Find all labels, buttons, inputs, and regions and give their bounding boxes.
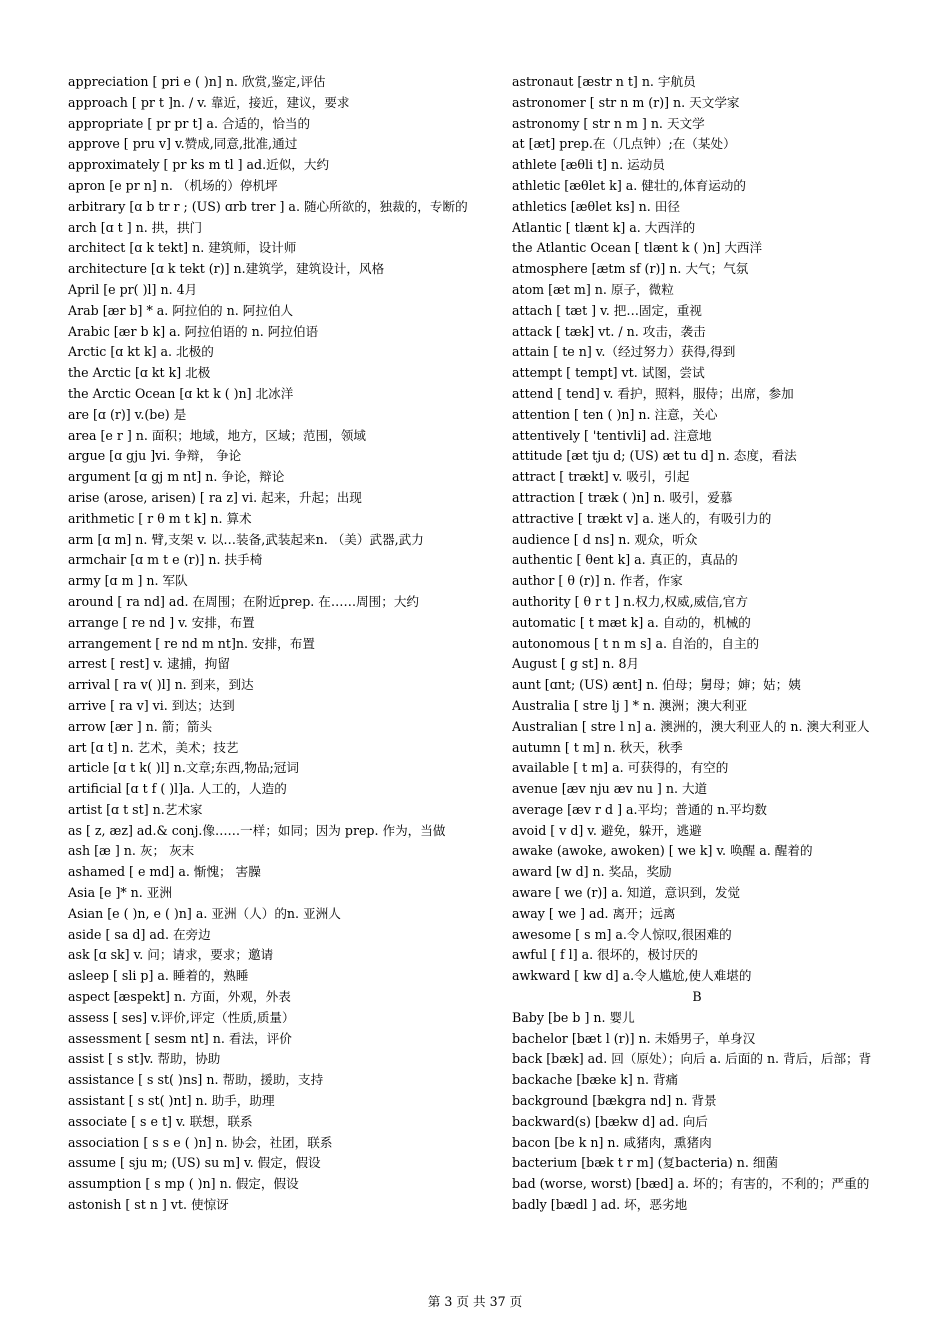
vocab-entry: arrange [ re nd ] v. 安排，布置 — [68, 614, 255, 630]
vocab-entry: as [ z, æz] ad.& conj.像……一样；如同；因为 prep. 作为，当做 — [68, 822, 446, 838]
vocab-entry: Arabic [ær b k] a. 阿拉伯语的 n. 阿拉伯语 — [68, 323, 319, 339]
vocab-entry: background [bækgra nd] n. 背景 — [512, 1093, 717, 1109]
vocab-entry: automatic [ t mæt k] a. 自动的，机械的 — [512, 614, 751, 630]
vocab-entry: arithmetic [ r θ m t k] n. 算术 — [68, 510, 252, 526]
right-column — [512, 72, 882, 1216]
vocab-entry: audience [ d ns] n. 观众，听众 — [512, 531, 698, 547]
vocab-entry: athlete [æθli t] n. 运动员 — [512, 157, 665, 173]
vocab-entry: Arctic [ɑ kt k] a. 北极的 — [68, 344, 214, 360]
vocab-entry: bacon [be k n] n. 咸猪肉，熏猪肉 — [512, 1134, 712, 1150]
section-letter-heading: B — [692, 989, 702, 1005]
vocab-entry: at [æt] prep.在（几点钟）;在（某处） — [512, 136, 736, 152]
vocab-entry: attention [ ten ( )n] n. 注意，关心 — [512, 406, 718, 422]
vocab-entry: authority [ θ r t ] n.权力,权威,威信,官方 — [512, 593, 748, 609]
vocab-entry: assistant [ s st( )nt] n. 助手，助理 — [68, 1093, 275, 1109]
vocab-entry: Australian [ stre l n] a. 澳洲的，澳大利亚人的 n. 澳大利亚人 — [512, 718, 870, 734]
vocab-entry: army [ɑ m ] n. 军队 — [68, 573, 188, 589]
vocab-entry: Atlantic [ tlænt k] a. 大西洋的 — [512, 219, 696, 235]
vocab-entry: the Arctic Ocean [ɑ kt k ( )n] 北冰洋 — [68, 385, 294, 401]
vocab-entry: arrangement [ re nd m nt]n. 安排，布置 — [68, 635, 315, 651]
vocab-entry: bad (worse, worst) [bæd] a. 坏的；有害的，不利的；严重的 — [512, 1176, 870, 1192]
vocab-entry: appreciation [ pri e ( )n] n. 欣赏,鉴定,评估 — [68, 74, 326, 89]
vocab-entry: approach [ pr t ]n. / v. 靠近，接近，建议，要求 — [68, 94, 350, 110]
vocab-entry: author [ θ (r)] n. 作者，作家 — [512, 573, 683, 589]
vocab-entry: autonomous [ t n m s] a. 自治的，自主的 — [512, 635, 760, 651]
vocab-entry: asleep [ sli p] a. 睡着的，熟睡 — [68, 968, 249, 984]
vocab-entry: attain [ te n] v.（经过努力）获得,得到 — [512, 344, 736, 360]
vocab-entry: ash [æ ] n. 灰； 灰末 — [68, 843, 195, 859]
vocab-entry: apron [e pr n] n. （机场的）停机坪 — [68, 177, 278, 193]
vocab-entry: attach [ tæt ] v. 把…固定，重视 — [512, 302, 702, 318]
vocab-entry: attempt [ tempt] vt. 试图，尝试 — [512, 365, 705, 381]
vocab-entry: assessment [ sesm nt] n. 看法，评价 — [68, 1030, 292, 1046]
vocab-entry: association [ s s e ( )n] n. 协会，社团，联系 — [68, 1134, 333, 1150]
vocab-entry: bacterium [bæk t r m] (复bacteria) n. 细菌 — [512, 1155, 779, 1171]
vocab-entry: attack [ tæk] vt. / n. 攻击，袭击 — [512, 323, 706, 339]
vocab-entry: aspect [æspekt] n. 方面，外观，外表 — [68, 989, 291, 1005]
vocab-entry: aside [ sa d] ad. 在旁边 — [68, 926, 211, 942]
vocab-entry: associate [ s e t] v. 联想，联系 — [68, 1113, 253, 1129]
vocab-entry: authentic [ θent k] a. 真正的，真品的 — [512, 552, 738, 568]
vocab-entry: assess [ ses] v.评价,评定（性质,质量） — [68, 1009, 295, 1025]
vocab-entry: awesome [ s m] a.令人惊叹,很困难的 — [512, 926, 732, 942]
vocab-entry: athletics [æθlet ks] n. 田径 — [512, 198, 680, 214]
vocab-entry: Baby [be b ] n. 婴儿 — [512, 1009, 635, 1025]
vocab-entry: approximately [ pr ks m tl ] ad.近似，大约 — [68, 157, 330, 173]
vocab-entry: architecture [ɑ k tekt (r)] n.建筑学，建筑设计，风格 — [68, 261, 385, 277]
vocab-entry: assumption [ s mp ( )n] n. 假定，假设 — [68, 1176, 299, 1192]
vocab-entry: article [ɑ t k( )l] n.文章;东西,物品;冠词 — [68, 760, 299, 776]
vocab-entry: arrow [ær ] n. 箭；箭头 — [68, 718, 213, 734]
vocab-entry: the Arctic [ɑ kt k] 北极 — [68, 365, 211, 381]
vocab-entry: astronaut [æstr n t] n. 宇航员 — [512, 74, 696, 89]
vocab-entry: arbitrary [ɑ b tr r ; (US) ɑrb trer ] a. 随心所欲的，独裁的，专断的 — [68, 198, 468, 214]
vocab-entry: around [ ra nd] ad. 在周围；在附近prep. 在……周围；大约 — [68, 593, 420, 609]
vocab-entry: the Atlantic Ocean [ tlænt k ( )n] 大西洋 — [512, 240, 763, 256]
vocab-entry: architect [ɑ k tekt] n. 建筑师，设计师 — [68, 240, 297, 256]
vocab-entry: April [e pr( )l] n. 4月 — [68, 281, 198, 297]
vocab-entry: Asia [e ]* n. 亚洲 — [68, 885, 172, 901]
vocab-entry: awake (awoke, awoken) [ we k] v. 唤醒 a. 醒着的 — [512, 843, 813, 859]
vocab-entry: astronomer [ str n m (r)] n. 天文学家 — [512, 94, 740, 110]
vocab-entry: back [bæk] ad. 回（原处）；向后 a. 后面的 n. 背后，后部；背 — [512, 1051, 872, 1067]
vocab-entry: bachelor [bæt l (r)] n. 未婚男子，单身汉 — [512, 1030, 756, 1046]
vocab-entry: autumn [ t m] n. 秋天，秋季 — [512, 739, 683, 755]
vocab-entry: backward(s) [bækw d] ad. 向后 — [512, 1113, 708, 1129]
vocab-entry: armchair [ɑ m t e (r)] n. 扶手椅 — [68, 552, 263, 568]
vocab-entry: argument [ɑ gj m nt] n. 争论，辩论 — [68, 469, 285, 485]
vocab-entry: backache [bæke k] n. 背痛 — [512, 1072, 679, 1088]
vocab-entry: attract [ trækt] v. 吸引，引起 — [512, 469, 690, 485]
vocab-entry: Asian [e ( )n, e ( )n] a. 亚洲（人）的n. 亚洲人 — [68, 905, 341, 921]
vocab-entry: astonish [ st n ] vt. 使惊讶 — [68, 1197, 229, 1213]
vocab-entry: assist [ s st]v. 帮助，协助 — [68, 1051, 221, 1067]
vocab-entry: attentively [ 'tentivli] ad. 注意地 — [512, 427, 712, 443]
vocab-entry: atmosphere [ætm sf (r)] n. 大气；气氛 — [512, 261, 749, 277]
left-column — [68, 72, 488, 1216]
page-footer: 第 3 页 共 37 页 — [427, 1294, 523, 1309]
vocab-entry: attractive [ trækt v] a. 迷人的，有吸引力的 — [512, 510, 772, 526]
vocab-entry: argue [ɑ gju ]vi. 争辩， 争论 — [68, 448, 242, 464]
vocab-entry: assistance [ s st( )ns] n. 帮助，援助，支持 — [68, 1072, 324, 1088]
vocab-entry: award [w d] n. 奖品，奖励 — [512, 864, 672, 880]
vocab-entry: arrive [ ra v] vi. 到达；达到 — [68, 697, 235, 713]
vocab-entry: ask [ɑ sk] v. 问；请求，要求；邀请 — [68, 947, 274, 963]
vocab-entry: assume [ sju m; (US) su m] v. 假定，假设 — [68, 1155, 321, 1171]
vocab-entry: awful [ f l] a. 很坏的，极讨厌的 — [512, 947, 698, 963]
vocab-entry: available [ t m] a. 可获得的，有空的 — [512, 760, 729, 776]
vocab-entry: area [e r ] n. 面积；地域，地方，区域；范围，领域 — [68, 427, 367, 443]
vocab-entry: artificial [ɑ t f ( )l]a. 人工的，人造的 — [68, 781, 287, 797]
vocab-entry: aunt [ɑnt; (US) ænt] n. 伯母；舅母；婶；姑；姨 — [512, 677, 801, 693]
vocab-entry: aware [ we (r)] a. 知道，意识到，发觉 — [512, 885, 741, 901]
vocab-entry: avenue [æv nju æv nu ] n. 大道 — [512, 781, 708, 797]
vocab-entry: astronomy [ str n m ] n. 天文学 — [512, 115, 705, 131]
vocab-entry: arrest [ rest] v. 逮捕，拘留 — [68, 656, 230, 672]
vocab-entry: August [ g st] n. 8月 — [512, 656, 640, 672]
vocab-entry: average [æv r d ] a.平均；普通的 n.平均数 — [512, 801, 767, 817]
vocab-entry: attraction [ træk ( )n] n. 吸引，爱慕 — [512, 489, 733, 505]
vocab-entry: arch [ɑ t ] n. 拱，拱门 — [68, 219, 203, 235]
vocab-entry: arm [ɑ m] n. 臂,支架 v. 以…装备,武装起来n. （美）武器,武力 — [68, 531, 424, 547]
vocab-entry: athletic [æθlet k] a. 健壮的,体育运动的 — [512, 177, 746, 193]
vocab-entry: avoid [ v d] v. 避免，躲开，逃避 — [512, 822, 702, 838]
vocab-entry: awkward [ kw d] a.令人尴尬,使人难堪的 — [512, 968, 752, 984]
vocab-entry: badly [bædl ] ad. 坏，恶劣地 — [512, 1197, 688, 1213]
vocab-entry: atom [æt m] n. 原子，微粒 — [512, 281, 674, 297]
vocab-entry: are [ɑ (r)] v.(be) 是 — [68, 406, 187, 422]
vocab-entry: art [ɑ t] n. 艺术，美术；技艺 — [68, 739, 239, 755]
vocab-entry: approve [ pru v] v.赞成,同意,批准,通过 — [68, 136, 298, 152]
vocab-entry: attitude [æt tju d; (US) æt tu d] n. 态度，看法 — [512, 448, 797, 464]
vocab-entry: arrival [ ra v( )l] n. 到来，到达 — [68, 677, 254, 693]
vocab-entry: ashamed [ e md] a. 惭愧； 害臊 — [68, 864, 261, 880]
vocab-entry: away [ we ] ad. 离开；远离 — [512, 905, 676, 921]
vocab-entry: Australia [ stre lj ] * n. 澳洲；澳大利亚 — [512, 697, 748, 713]
vocab-entry: arise (arose, arisen) [ ra z] vi. 起来，升起；出现 — [68, 489, 362, 505]
vocab-entry: appropriate [ pr pr t] a. 合适的，恰当的 — [68, 115, 311, 131]
vocab-entry: Arab [ær b] * a. 阿拉伯的 n. 阿拉伯人 — [68, 302, 294, 318]
vocab-entry: artist [ɑ t st] n.艺术家 — [68, 801, 203, 817]
vocab-entry: attend [ tend] v. 看护，照料，服侍；出席，参加 — [512, 385, 794, 401]
